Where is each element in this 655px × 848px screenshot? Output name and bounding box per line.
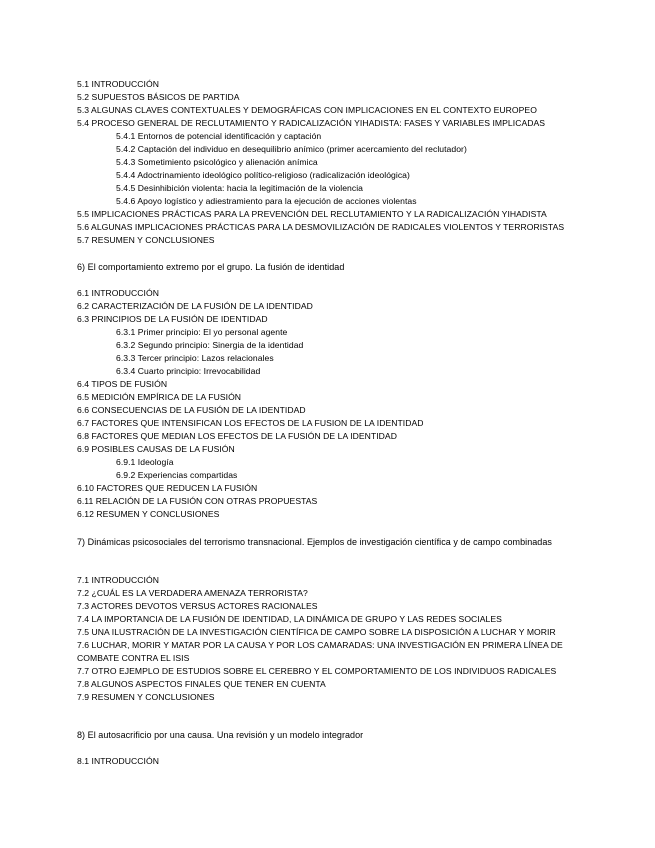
toc-subentry: 6.3.2 Segundo principio: Sinergia de la identidad	[116, 340, 304, 350]
chapter-heading: 7) Dinámicas psicosociales del terrorismo transnacional. Ejemplos de investigación científica y de campo combinadas	[77, 537, 552, 547]
toc-entry: 5.2 SUPUESTOS BÁSICOS DE PARTIDA	[77, 92, 240, 102]
toc-entry: 6.8 FACTORES QUE MEDIAN LOS EFECTOS DE LA FUSIÓN DE LA IDENTIDAD	[77, 431, 397, 441]
toc-subentry: 6.9.2 Experiencias compartidas	[116, 470, 238, 480]
toc-entry: 5.3 ALGUNAS CLAVES CONTEXTUALES Y DEMOGRÁFICAS CON IMPLICACIONES EN EL CONTEXTO EUROPEO	[77, 105, 537, 115]
toc-entry: 5.6 ALGUNAS IMPLICACIONES PRÁCTICAS PARA LA DESMOVILIZACIÓN DE RADICALES VIOLENTOS Y TERRORISTAS	[77, 222, 565, 232]
toc-entry: 6.10 FACTORES QUE REDUCEN LA FUSIÓN	[77, 483, 258, 493]
toc-entry: 6.1 INTRODUCCIÓN	[77, 288, 159, 298]
toc-entry: 6.9 POSIBLES CAUSAS DE LA FUSIÓN	[77, 444, 235, 454]
toc-entry: 7.1 INTRODUCCIÓN	[77, 575, 159, 585]
toc-entry: 7.5 UNA ILUSTRACIÓN DE LA INVESTIGACIÓN CIENTÍFICA DE CAMPO SOBRE LA DISPOSICIÓN A LUCHAR Y MORIR	[77, 627, 556, 637]
toc-subentry: 5.4.2 Captación del individuo en desequilibrio anímico (primer acercamiento del reclutador)	[116, 144, 467, 154]
toc-entry: 7.9 RESUMEN Y CONCLUSIONES	[77, 692, 215, 702]
toc-entry-continuation: COMBATE CONTRA EL ISIS	[77, 653, 190, 663]
toc-entry: 5.4 PROCESO GENERAL DE RECLUTAMIENTO Y RADICALIZACIÓN YIHADISTA: FASES Y VARIABLES IMPLICADAS	[77, 118, 546, 128]
toc-subentry: 5.4.4 Adoctrinamiento ideológico político-religioso (radicalización ideológica)	[116, 170, 410, 180]
toc-entry: 7.6 LUCHAR, MORIR Y MATAR POR LA CAUSA Y POR LOS CAMARADAS: UNA INVESTIGACIÓN EN PRIMERA LÍNEA DE	[77, 640, 563, 650]
chapter-heading: 8) El autosacrificio por una causa. Una revisión y un modelo integrador	[77, 730, 364, 740]
toc-subentry: 5.4.5 Desinhibición violenta: hacia la legitimación de la violencia	[116, 183, 363, 193]
toc-subentry: 6.3.4 Cuarto principio: Irrevocabilidad	[116, 366, 261, 376]
toc-entry: 6.4 TIPOS DE FUSIÓN	[77, 379, 168, 389]
toc-subentry: 5.4.1 Entornos de potencial identificación y captación	[116, 131, 322, 141]
toc-entry: 6.6 CONSECUENCIAS DE LA FUSIÓN DE LA IDENTIDAD	[77, 405, 306, 415]
toc-subentry: 6.3.3 Tercer principio: Lazos relacionales	[116, 353, 274, 363]
toc-entry: 5.1 INTRODUCCIÓN	[77, 79, 159, 89]
toc-entry: 5.7 RESUMEN Y CONCLUSIONES	[77, 235, 215, 245]
toc-entry: 6.12 RESUMEN Y CONCLUSIONES	[77, 509, 220, 519]
toc-entry: 6.11 RELACIÓN DE LA FUSIÓN CON OTRAS PROPUESTAS	[77, 496, 318, 506]
toc-subentry: 5.4.3 Sometimiento psicológico y alienación anímica	[116, 157, 318, 167]
toc-entry: 6.5 MEDICIÓN EMPÍRICA DE LA FUSIÓN	[77, 392, 242, 402]
toc-subentry: 5.4.6 Apoyo logístico y adiestramiento para la ejecución de acciones violentas	[116, 196, 417, 206]
toc-subentry: 6.9.1 Ideología	[116, 457, 174, 467]
toc-entry: 7.7 OTRO EJEMPLO DE ESTUDIOS SOBRE EL CEREBRO Y EL COMPORTAMIENTO DE LOS INDIVIDUOS RADICALES	[77, 666, 557, 676]
toc-entry: 7.8 ALGUNOS ASPECTOS FINALES QUE TENER EN CUENTA	[77, 679, 326, 689]
toc-entry: 7.4 LA IMPORTANCIA DE LA FUSIÓN DE IDENTIDAD, LA DINÁMICA DE GRUPO Y LAS REDES SOCIALES	[77, 614, 502, 624]
toc-entry: 6.7 FACTORES QUE INTENSIFICAN LOS EFECTOS DE LA FUSION DE LA IDENTIDAD	[77, 418, 424, 428]
toc-entry: 5.5 IMPLICACIONES PRÁCTICAS PARA LA PREVENCIÓN DEL RECLUTAMIENTO Y LA RADICALIZACIÓN YIHADISTA	[77, 209, 547, 219]
toc-entry: 6.3 PRINCIPIOS DE LA FUSIÓN DE IDENTIDAD	[77, 314, 268, 324]
toc-entry: 8.1 INTRODUCCIÓN	[77, 756, 159, 766]
chapter-heading: 6) El comportamiento extremo por el grupo. La fusión de identidad	[77, 262, 345, 272]
toc-subentry: 6.3.1 Primer principio: El yo personal agente	[116, 327, 288, 337]
toc-entry: 6.2 CARACTERIZACIÓN DE LA FUSIÓN DE LA IDENTIDAD	[77, 301, 313, 311]
toc-entry: 7.3 ACTORES DEVOTOS VERSUS ACTORES RACIONALES	[77, 601, 318, 611]
toc-entry: 7.2 ¿CUÁL ES LA VERDADERA AMENAZA TERRORISTA?	[77, 588, 308, 598]
